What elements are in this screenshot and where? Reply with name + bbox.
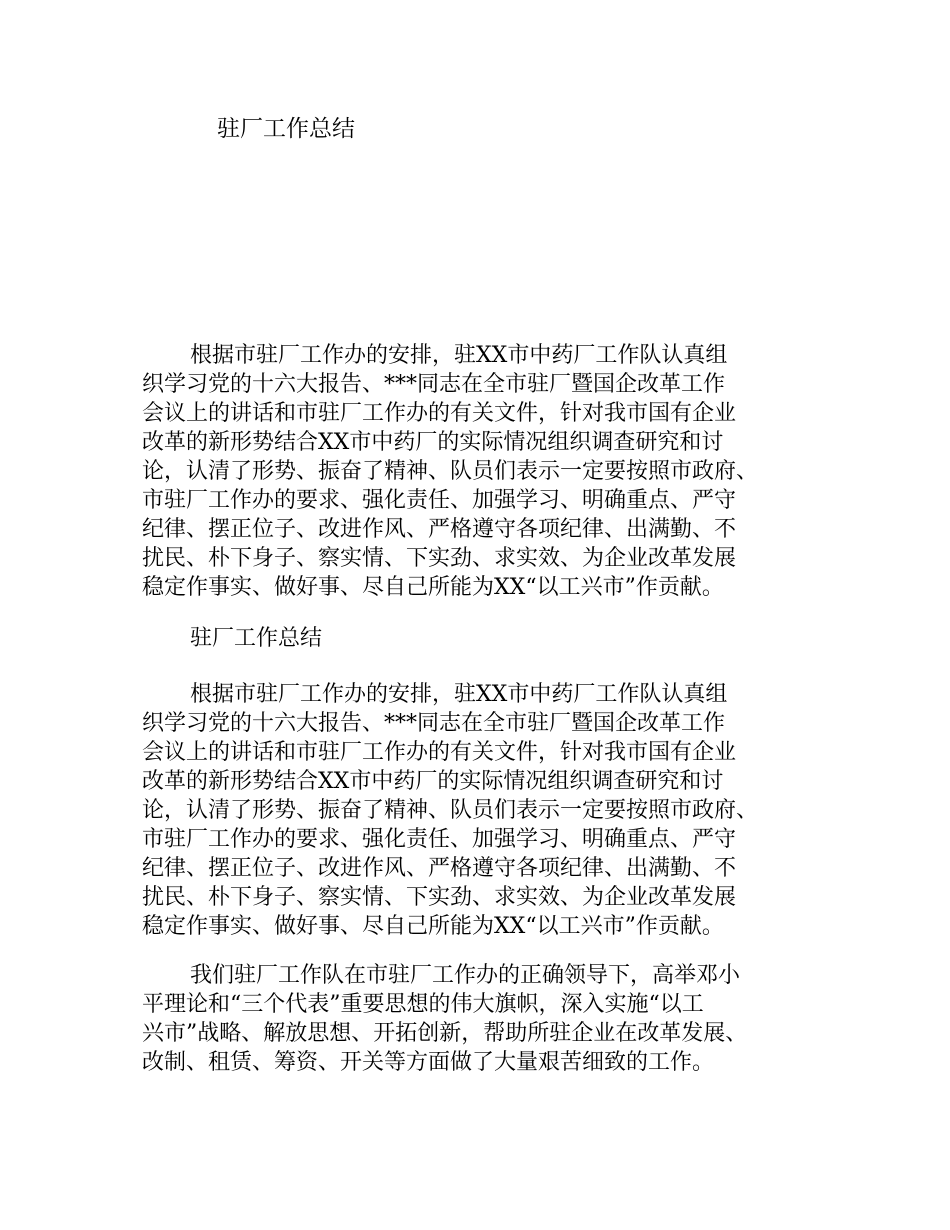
paragraph-line: 改制、租赁、筹资、开关等方面做了大量艰苦细致的工作。 (142, 1050, 715, 1075)
document-title: 驻厂工作总结 (217, 116, 355, 142)
paragraph-line: 会议上的讲话和市驻厂工作办的有关文件，针对我市国有企业 (142, 740, 737, 765)
paragraph-line: 市驻厂工作办的要求、强化责任、加强学习、明确重点、严守 (142, 827, 737, 852)
paragraph-line: 我们驻厂工作队在市驻厂工作办的正确领导下，高举邓小 (190, 963, 741, 988)
paragraph-line: 平理论和“三个代表”重要思想的伟大旗帜，深入实施“以工 (142, 992, 704, 1017)
paragraph-line: 稳定作事实、做好事、尽自己所能为XX“以工兴市”作贡献。 (142, 575, 724, 600)
paragraph-line: 论，认清了形势、振奋了精神、队员们表示一定要按照市政府、 (142, 798, 759, 823)
paragraph-line: 扰民、朴下身子、察实情、下实劲、求实效、为企业改革发展 (142, 546, 737, 571)
paragraph-line: 纪律、摆正位子、改进作风、严格遵守各项纪律、出满勤、不 (142, 856, 737, 881)
paragraph-line: 扰民、朴下身子、察实情、下实劲、求实效、为企业改革发展 (142, 885, 737, 910)
paragraph-line: 市驻厂工作办的要求、强化责任、加强学习、明确重点、严守 (142, 488, 737, 513)
paragraph-line: 会议上的讲话和市驻厂工作办的有关文件，针对我市国有企业 (142, 401, 737, 426)
paragraph-line: 根据市驻厂工作办的安排，驻XX市中药厂工作队认真组 (190, 343, 728, 368)
paragraph-2 (142, 680, 832, 941)
paragraph-line: 改革的新形势结合XX市中药厂的实际情况组织调查研究和讨 (142, 430, 724, 455)
paragraph-line: 稳定作事实、做好事、尽自己所能为XX“以工兴市”作贡献。 (142, 914, 724, 939)
paragraph-3 (142, 961, 832, 1077)
paragraph-line: 纪律、摆正位子、改进作风、严格遵守各项纪律、出满勤、不 (142, 517, 737, 542)
paragraph-line: 论，认清了形势、振奋了精神、队员们表示一定要按照市政府、 (142, 459, 759, 484)
section-heading: 驻厂工作总结 (190, 626, 323, 651)
paragraph-line: 织学习党的十六大报告、***同志在全市驻厂暨国企改革工作 (142, 711, 726, 736)
paragraph-line: 兴市”战略、解放思想、开拓创新，帮助所驻企业在改革发展、 (142, 1021, 748, 1046)
paragraph-line: 改革的新形势结合XX市中药厂的实际情况组织调查研究和讨 (142, 769, 724, 794)
paragraph-line: 根据市驻厂工作办的安排，驻XX市中药厂工作队认真组 (190, 682, 728, 707)
paragraph-1 (142, 341, 832, 602)
paragraph-line: 织学习党的十六大报告、***同志在全市驻厂暨国企改革工作 (142, 372, 726, 397)
